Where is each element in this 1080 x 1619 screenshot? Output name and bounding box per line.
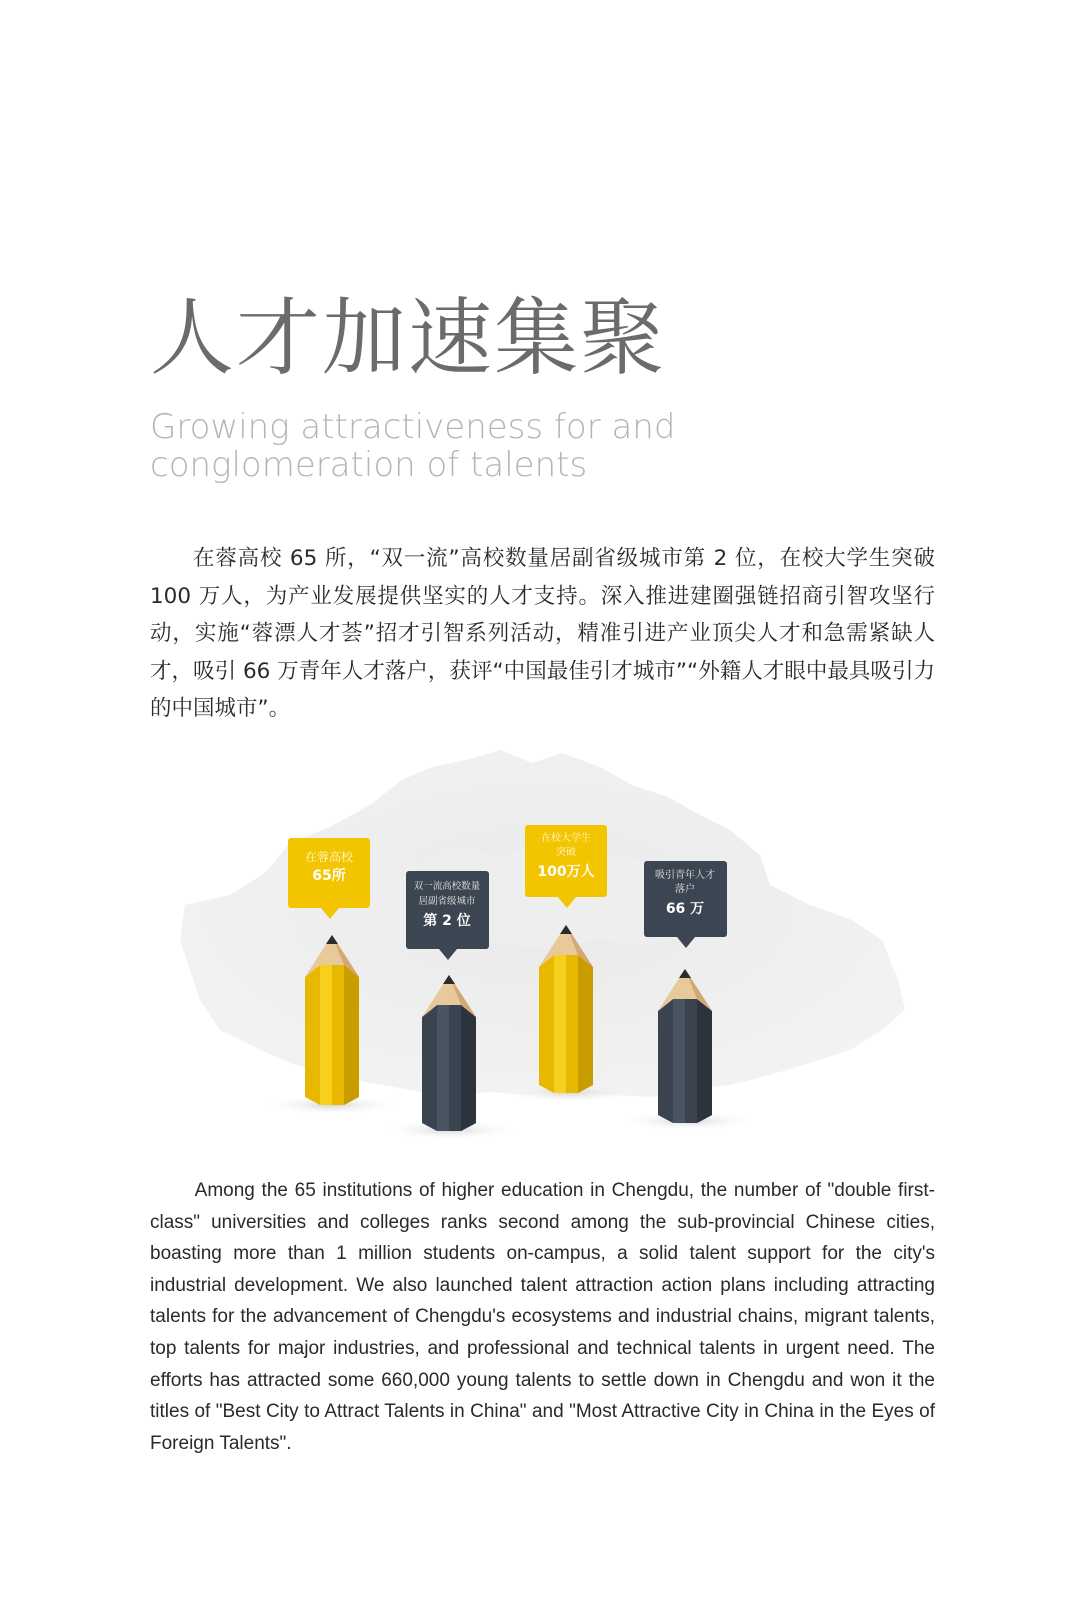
callout-2-label-2: 居副省级城市 — [418, 896, 476, 907]
callout-3-label-1: 在校大学生 — [541, 833, 591, 844]
callout-1 — [288, 838, 370, 919]
english-body-paragraph: Among the 65 institutions of higher education in Chengdu, the number of "double first-class" universities and colleges ranks second among the sub-provincial Chinese cities, boasting more than 1 million students on-campus, a solid talent support for the city's industrial development. We also launched talent attraction action plans including attracting talents for the advancement of Chengdu's ecosystems and industrial chains, migrant talents, top talents for major industries, and professional and technical talents in urgent need. The efforts has attracted some 660,000 young talents to settle down in Chengdu and won it the titles of "Best City to Attract Talents in China" and "Most Attractive City in China in the Eyes of Foreign Talents". — [150, 1180, 935, 1454]
infographic-svg — [170, 745, 910, 1145]
callout-2 — [406, 871, 489, 960]
title-english-line-2: conglomeration of talents — [150, 445, 588, 485]
callout-3 — [525, 825, 607, 908]
callout-3-label-2: 突破 — [556, 847, 576, 858]
callout-4 — [644, 861, 727, 948]
callout-3-value: 100万人 — [537, 864, 595, 880]
callout-4-label-1: 吸引青年人才 — [655, 870, 715, 881]
page-title-chinese: 人才加速集聚 — [150, 289, 667, 387]
callout-1-label: 在蓉高校 — [304, 850, 354, 864]
title-english-line-1: Growing attractiveness for and — [150, 407, 676, 447]
talent-infographic — [170, 745, 910, 1145]
callout-2-label-1: 双一流高校数量 — [413, 881, 481, 892]
callout-1-value: 65所 — [312, 868, 346, 884]
page-title-english — [150, 408, 750, 484]
callout-4-value: 66 万 — [665, 901, 705, 917]
callout-2-value: 第 2 位 — [423, 913, 471, 929]
chinese-body-paragraph: 在蓉高校 65 所，“双一流”高校数量居副省级城市第 2 位，在校大学生突破 100 万人，为产业发展提供坚实的人才支持。深入推进建圈强链招商引智攻坚行动，实施“蓉漂人才荟”招才引智系列活动，精准引进产业顶尖人才和急需紧缺人才，吸引 66 万青年人才落户，获评“中国最佳引才城市”“外籍人才眼中最具吸引力的中国城市”。 — [150, 546, 935, 721]
callout-4-label-2: 落户 — [675, 884, 695, 895]
